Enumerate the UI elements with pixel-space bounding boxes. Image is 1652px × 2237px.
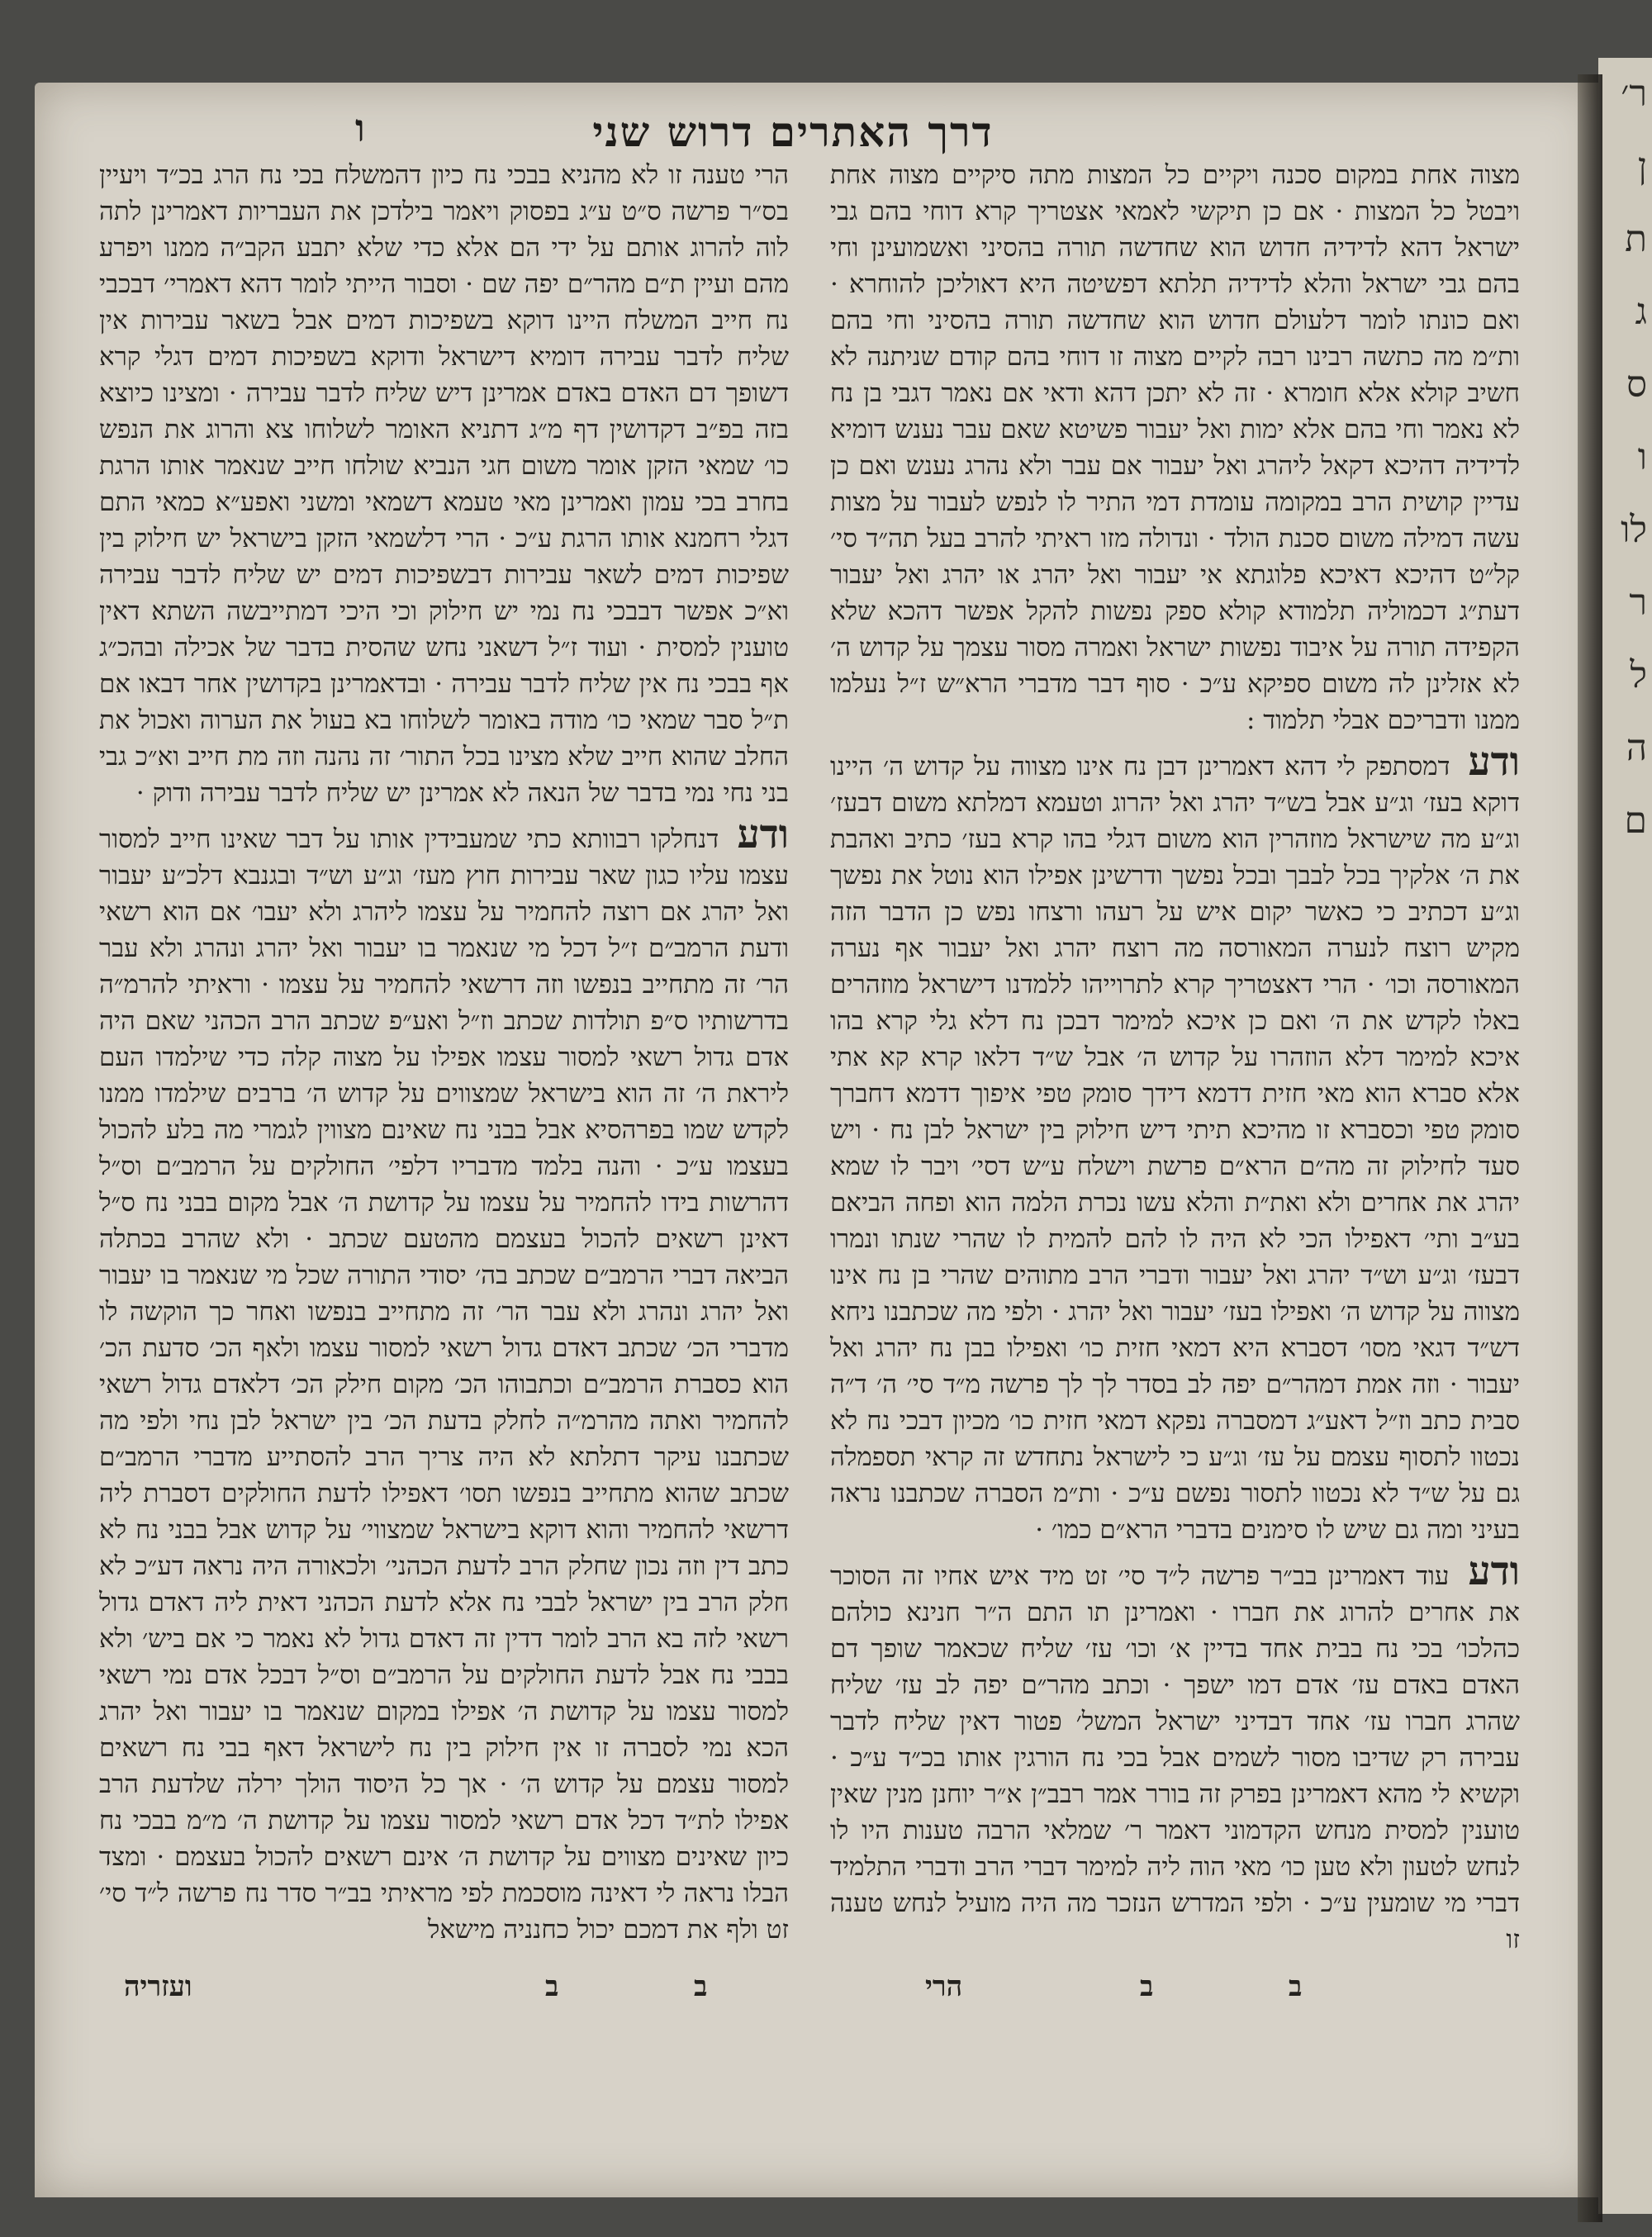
paragraph — [830, 739, 1520, 1548]
catchword-left: ועזריה — [124, 1970, 192, 2003]
signature-mark: ב — [1140, 1970, 1154, 2003]
paragraph — [99, 157, 789, 811]
paragraph-text: דנחלקו רבוותא כתי שמעבידין אותו על דבר שאינו חייב למסור עצמו עליו כגון שאר עבירות חוץ מעז׳ וג״ע וש״ד ובגנבא דלכ״ע יעבור ואל יהרג אם רוצה להחמיר על עצמו ליהרג ולא יעבו׳ אם הוא רשאי ודעת הרמב״ם ז״ל דכל מי שנאמר בו יעבור ואל יהרג ונהרג ולא עבר הר׳ זה מתחייב בנפשו וזה דרשאי להחמיר על עצמו · וראיתי להרמ״ה בדרשותיו ס״פ תולדות שכתב וז״ל ואע״פ שכתב הרב הכהני שאם היה אדם גדול רשאי למסור עצמו אפילו על מצוה קלה כדי שילמדו העם ליראת ה׳ זה הוא בישראל שמצווים על קדוש ה׳ ברבים שילמדו ממנו לקדש שמו בפרהסיא אבל בבני נח שאינם מצווין לגמרי מה בלע להכול בעצמו ע״כ · והנה בלמד מדבריו דלפי׳ החולקים על הרמב״ם וס״ל דהרשות בידו להחמיר על עצמו על קדושת ה׳ אבל מקום בבני נח ס״ל דאינן רשאים להכול בעצמם מהטעם שכתב · ולא שהרב בכתלה הביאה דברי הרמב״ם שכתב בה׳ יסודי התורה שכל מי שנאמר בו יעבור ואל יהרג ונהרג ולא עבר הר׳ זה מתחייב בנפשו ואחר כך הוקשה לו מדברי הכ׳ שכתב דאדם גדול רשאי למסור עצמו ולאף הכ׳ סדעת הכ׳ הוא כסברת הרמב״ם וכתבוהו הכ׳ מקום חילק הכ׳ דלאדם גדול רשאי להחמיר ואתה מהרמ״ה לחלק בדעת הכ׳ בין ישראל לבן נחי ולפי מה שכתבנו עיקר דתלתא לא היה צריך הרב להסתייע מדברי הרמב״ם שכתב שהוא מתחייב בנפשו תסו׳ דאפילו לדעת החולקים דסברת ליה דרשאי להחמיר והוא דוקא בישראל שמצווי׳ על קדוש אבל בבני נח לא כתב דין וזה נכון שחלק הרב לדעת הכהני׳ ולכאורה היה נראה דע״כ לא חלק הרב בין ישראל לבבי נח אלא לדעת הכהני דאית ליה דאדם גדול רשאי לזה בא הרב לומר דדין זה דאדם גדול לא נאמר כי אם ביש׳ ולא בבבי נח אבל לדעת החולקים על הרמב״ם וס״ל דבכל אדם נמי רשאי למסור עצמו על קדושת ה׳ אפילו במקום שנאמר בו יעבור ואל יהרג הכא נמי לסברה זו אין חילוק בין נח לישראל דאף בבי נח רשאים למסור עצמם על קדוש ה׳ · אך כל היסוד הולך ירלה שלדעת הרב אפילו לת״ד דכל אדם רשאי למסור עצמו על קדושת ה׳ מ״מ בבכי נח כיון שאינים מצווים על קדושת ה׳ אינם רשאים להכול בעצמם · ומצד הבלו נראה לי דאינה מוסכמת לפי מראיתי בב״ר סדר נח פרשה ל״ד סי׳ זט ולף את דמכם יכול כחנניה מישאל — [99, 824, 789, 1945]
right-text-column — [830, 157, 1520, 1958]
paragraph — [99, 811, 789, 1948]
running-head: דרך האתרים דרוש שני — [592, 107, 994, 156]
adjacent-fragment: ל — [1630, 654, 1647, 696]
signature-mark: ב — [1289, 1970, 1303, 2003]
adjacent-fragment: ג — [1635, 291, 1647, 333]
adjacent-fragment: לו — [1621, 509, 1647, 551]
adjacent-page-edge — [1598, 58, 1652, 2214]
paragraph-text: דמסתפק לי דהא דאמרינן דבן נח אינו מצווה על קדוש ה׳ היינו דוקא בעז׳ וג״ע אבל בש״ד יהרג ואל יהרוג וטעמא דמלתא משום דבעז׳ וג״ע מה שישראל מוזהרין הוא משום דגלי בהו קרא בעז׳ כתיב ואהבת את ה׳ אלקיך בכל לבבך ובכל נפשך ודרשינן אפילו הוא נוטל את נפשך וג״ע דכתיב כי כאשר יקום איש על רעהו ורצחו נפש כן הדבר הזה מקיש רוצח לנערה המאורסה מה רוצח יהרג ואל יעבור אף נערה המאורסה וכו׳ · הרי דאצטריך קרא לתרוייהו ללמדנו דישראל מוזהרים באלו לקדש את ה׳ ואם כן איכא למימר דבכן נח דלא גלי קרא בהו איכא למימר דלא הוזהרו על קדוש ה׳ אבל ש״ד דלאו קרא קא אתי אלא סברא הוא מאי חזית דדמא דידך סומק טפי איפוך דדמא דחברך סומק טפי וכסברא זו מהיכא תיתי דיש חילוק בין ישראל לבן נח · ויש סעד לחילוק זה מה״ם הרא״ם פרשת וישלח ע״ש דסי׳ ויבר לו שמא יהרג את אחרים ולא ואת״ת והלא עשו נכרת הלמה הוא ופחה הביאם בע״ב ותי׳ דאפילו הכי לא היה לו להם להמית לו שהרי שנתו ונמרו דבעז׳ וג״ע וש״ד יהרג ואל יעבור ודברי הרב מתוהים שהרי בן נח אינו מצווה על קדוש ה׳ ואפילו בעז׳ יעבור ואל יהרג · ולפי מה שכתבנו ניחא דש״ד דגאי מסו׳ דסברא היא דמאי חזית כו׳ ואפילו בבן נח יהרג ואל יעבור · וזה אמת דמהר״ם יפה לב בסדר לך לך פרשה מ״ד סי׳ ה׳ ד״ה סבית כתב וז״ל דאע״ג דמסברה נפקא דמאי חזית כו׳ מכיון דבכי נח לא נכטוו לתסוף עצמם על עז׳ וג״ע כי לישראל נתחדש זה קראי תספמלה גם על ש״ד לא נכטוו לתסור נפשם ע״כ · ות״מ הסברה שכתבנו נראה בעיני ומה גם שיש לו סימנים בדברי הרא״ם כמו׳ · — [830, 752, 1520, 1545]
paragraph — [830, 1548, 1520, 1958]
lead-word: ודע — [1468, 1548, 1520, 1594]
adjacent-fragment: ם — [1624, 800, 1647, 842]
paragraph-text: עוד דאמרינן בב״ר פרשה ל״ד סי׳ זט מיד איש אחיו זה הסוכר את אחרים להרוג את חברו · ואמרינן תו התם ה״ר חנינא כולהם כהלכו׳ בכי נח בבית אחד בדיין א׳ וכו׳ עז׳ שליח שכאמר שופך דם האדם באדם עז׳ אדם דמו ישפך · וכתב מהר״ם יפה לב עז׳ שליח שהרג חברו עז׳ אחד דבדיני ישראל המשל׳ פטור דאין שליח לדבר עבירה רק שדיבו מסור לשמים אבל בכי נח הורגין אותו בכ״ד ע״כ · וקשיא לי מהא דאמרינן בפרק זה בורר אמר רבב״ן א״ר יוחנן מנין שאין טוענין למסית מנחש הקדמוני דאמר ר׳ שמלאי הרבה טענות היו לו לנחש לטעון ולא טען כו׳ מאי הוה ליה למימר דברי הרב ודברי התלמיד דברי מי שומעין ע״כ · ולפי המדרש הנזכר מה היה מועיל לנחש טענה זו — [830, 1561, 1520, 1954]
signature-line — [99, 1970, 1520, 2020]
adjacent-fragment: ה — [1626, 727, 1647, 769]
catchword-right: הרי — [925, 1970, 963, 2003]
adjacent-fragment: ו — [1637, 436, 1647, 478]
lead-word: ודע — [737, 811, 789, 857]
adjacent-fragment: ן — [1637, 145, 1647, 188]
adjacent-fragment: ת — [1625, 218, 1647, 260]
folio-number: ו — [355, 106, 365, 150]
paragraph-text: מצוה אחת במקום סכנה ויקיים כל המצות מתה סיקיים מצוה אחת ויבטל כל המצות · אם כן תיקשי לאמאי אצטריך קרא דוחי בהם גבי ישראל דהא לדידיה חדוש הוא שחדשה תורה בהסיני ואשמועינן וחי בהם גבי ישראל והלא לדידיה תלתא דפשיטה היא דאוליכן להוחרא · ואם כונתו לומר דלעולם חדוש הוא שחדשה תורה בהסיני וחי בהם ות״מ מה כתשה רבינו רבה לקיים מצוה זו דוחי בהם קודם שניתנה לא חשיב קולא אלא חומרא · זה לא יתכן דהא ודאי אם נאמר דגבי בן נח לא נאמר וחי בהם אלא ימות ואל יעבור פשיטא שאם עבר נענש דומיא לדידיה דהיכא דקאל ליהרג ואל יעבור אם עבר ולא נהרג נענש ואם כן עדיין קושית הרב במקומה עומדת דמי התיר לו לנפש לעבור על מצות עשה דמילה משום סכנת הולד · ונדולה מזו ראיתי להרב בעל תה״ד סי׳ קל״ט דהיכא דאיכא פלוגתא אי יעבור ואל יהרג או יהרג ואל יעבור דעת״ג דכמוליה תלמודא קולא ספק נפשות להקל אפשר דהכא שלא הקפידה תורה על איבוד נפשות ישראל ואמרה מסור עצמך על קדוש ה׳ לא אזלינן לה משום ספיקא ע״כ · סוף דבר מדברי הרא״ש ז״ל נעלמו ממנו ודבריכם אבלי תלמוד : — [830, 160, 1520, 735]
paragraph — [830, 157, 1520, 739]
adjacent-fragment: ס — [1626, 363, 1647, 406]
binding-gutter — [1578, 74, 1602, 2222]
signature-mark: ב — [694, 1970, 708, 2003]
adjacent-fragment: ר׳ — [1621, 73, 1647, 115]
adjacent-fragment: ר — [1629, 582, 1647, 624]
left-text-column — [99, 157, 789, 1958]
signature-mark: ב — [545, 1970, 559, 2003]
lead-word: ודע — [1468, 739, 1520, 785]
paragraph-text: הרי טענה זו לא מהניא בבכי נח כיון דהמשלח בכי נח הרג בכ״ד ויעיין בס״ר פרשה ס״ט ע״ג בפסוק ויאמר בילדכן את העבריות דאמרינן לתה לוה להרוג אותם על ידי הם אלא כדי שלא יתבע הקב״ה ממנו ויפרע מהם ועיין ת״ם מהר״ם יפה שם · וסבור הייתי לומר דהא דאמרי׳ דבכבי נח חייב המשלח היינו דוקא בשפיכות דמים אבל בשאר עבירות אין שליח לדבר עבירה דומיא דישראל ודוקא בשפיכות דמים דגלי קרא דשופך דם האדם באדם אמרינן דיש שליח לדבר עבירה · ומצינו כיוצא בזה בפ״ב דקדושין דף מ״ג דתניא האומר לשלוחו צא והרוג את הנפש כו׳ שמאי הזקן אומר משום חגי הנביא שולחו חייב שנאמר אותו הרגת בחרב בכי עמון ואמרינן מאי טעמא דשמאי ומשני ואפע״א כמאי התם דגלי רחמנא אותו הרגת ע״כ · הרי דלשמאי הזקן בישראל יש חילוק בין שפיכות דמים לשאר עבירות דבשפיכות דמים יש שליח לדבר עבירה וא״כ אפשר דבבכי נח נמי יש חילוק וכי היכי דמתייבשה השתא דאין טוענין למסית · ועוד ז״ל דשאני נחש שהסית בדבר של אכילה ובהכ״ג אף בבכי נח אין שליח לדבר עבירה · ובדאמרינן בקדושין אחר דבאו אם ת״ל סבר שמאי כו׳ מודה באומר לשלוחו בא בעול את הערוה ואכול את החלב שהוא חייב שלא מצינו בכל התור׳ זה נהנה וזה מת חייב וא״כ גבי בני נחי נמי בדבר של הנאה לא אמרינן יש שליח לדבר עבירה ודוק · — [99, 160, 789, 808]
